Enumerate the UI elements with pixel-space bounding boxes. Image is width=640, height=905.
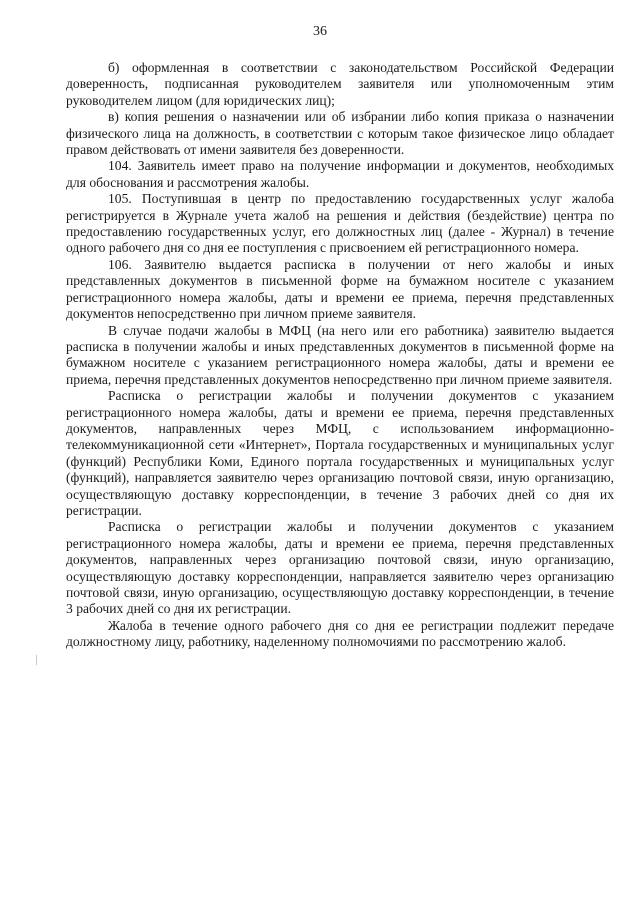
paragraph-transfer-to-official: Жалоба в течение одного рабочего дня со дня ее регистрации подлежит передаче должностному лицу, работнику, наделенному полномочиями по рассмотрению жалоб. [66, 617, 614, 650]
paragraph-104: 104. Заявитель имеет право на получение информации и документов, необходимых для обоснования и рассмотрения жалобы. [66, 158, 614, 190]
paragraph-v-appointment-copy: в) копия решения о назначении или об избрании либо копия приказа о назначении физического лица на должность, в соответствии с которым такое физическое лицо обладает правом действовать от имени заявителя без доверенности. [66, 109, 614, 158]
page-number: 36 [313, 24, 327, 39]
scan-margin-mark [36, 655, 37, 665]
paragraph-b-power-of-attorney: б) оформленная в соответствии с законодательством Российской Федерации доверенность, подписанная руководителем заявителя или уполномоченным этим руководителем лицом (для юридических лиц); [66, 60, 614, 108]
paragraph-receipt-via-post: Расписка о регистрации жалобы и получении документов с указанием регистрационного номера жалобы, даты и времени ее приема, перечня представленных документов, направленных через организацию почтовой связи, иную организацию, осуществляющую доставку корреспонденции, направляется заявителю через организацию почтовой связи, иную организацию, осуществляющую доставку корреспонденции, в течение 3 рабочих дней со дня их регистрации. [66, 519, 614, 617]
document-body [66, 60, 614, 651]
paragraph-mfc-receipt: В случае подачи жалобы в МФЦ (на него или его работника) заявителю выдается расписка в получении жалобы и иных представленных документов в письменной форме на бумажном носителе с указанием регистрационного номера жалобы, даты и времени ее приема, перечня представленных документов непосредственно при личном приеме заявителя. [66, 322, 614, 387]
paragraph-106: 106. Заявителю выдается расписка в получении от него жалобы и иных представленных документов в письменной форме на бумажном носителе с указанием регистрационного номера жалобы, даты и времени ее приема, перечня представленных документов непосредственно при личном приеме заявителя. [66, 256, 614, 322]
paragraph-105: 105. Поступившая в центр по предоставлению государственных услуг жалоба регистрируется в Журнале учета жалоб на решения и действия (бездействие) центра по предоставлению государственных услуг, его должностных лиц (далее - Журнал) в течение одного рабочего дня со дня ее поступления с присвоением ей регистрационного номера. [66, 191, 614, 256]
paragraph-receipt-via-mfc: Расписка о регистрации жалобы и получении документов с указанием регистрационного номера жалобы, даты и времени ее приема, перечня представленных документов, направленных через МФЦ, с использованием информационно-телекоммуникационной сети «Интернет», Портала государственных и муниципальных услуг (функций) Республики Коми, Единого портала государственных и муниципальных услуг (функций), направляется заявителю через организацию почтовой связи, иную организацию, осуществляющую доставку корреспонденции, в течение 3 рабочих дней со дня их регистрации. [66, 388, 614, 518]
